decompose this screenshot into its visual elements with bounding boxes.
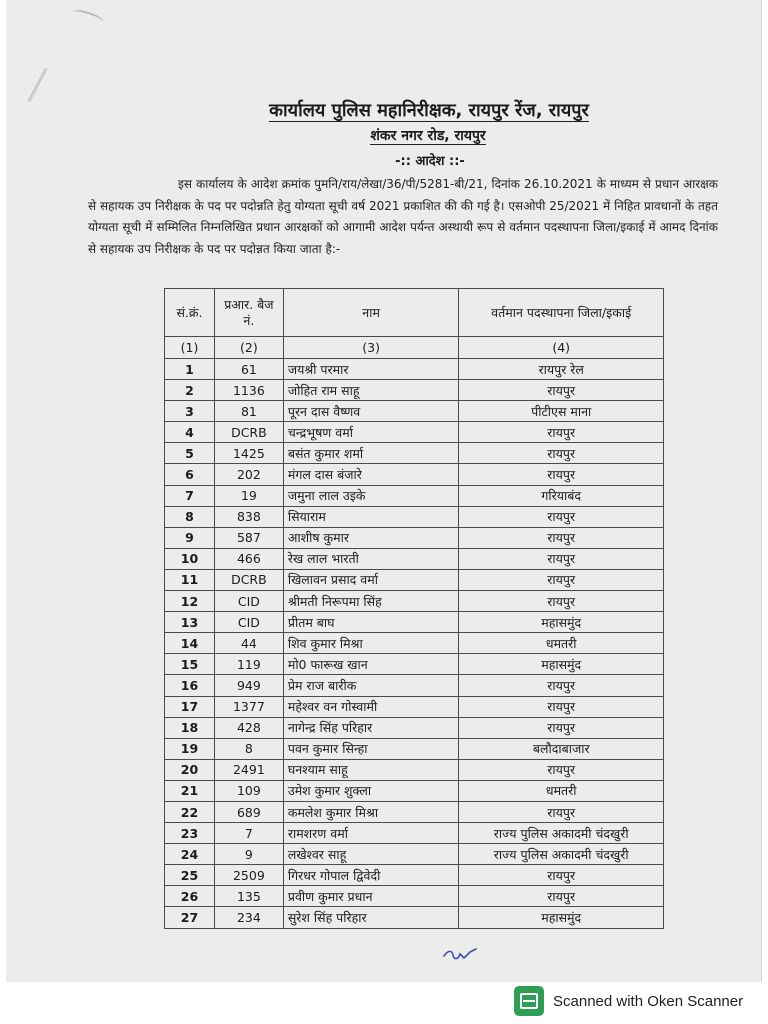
cell-posting: रायपुर [459, 865, 664, 886]
table-row [165, 612, 664, 633]
cell-posting: महासमुंद [459, 907, 664, 928]
cell-name: प्रेम राज बारीक [283, 675, 459, 696]
cell-name: जयश्री परमार [283, 359, 459, 380]
cell-serial: 7 [165, 485, 215, 506]
cell-name: जोहित राम साहू [283, 380, 459, 401]
promotion-table [164, 288, 664, 929]
cell-name: घनश्याम साहू [283, 759, 459, 780]
cell-badge: DCRB [214, 569, 283, 590]
table-row [165, 506, 664, 527]
table-row [165, 464, 664, 485]
cell-name: चन्द्रभूषण वर्मा [283, 422, 459, 443]
cell-serial: 25 [165, 865, 215, 886]
table-row [165, 527, 664, 548]
cell-name: प्रवीण कुमार प्रधान [283, 886, 459, 907]
signature-mark [442, 946, 478, 964]
cell-name: शिव कुमार मिश्रा [283, 633, 459, 654]
table-row [165, 780, 664, 801]
cell-serial: 18 [165, 717, 215, 738]
scanner-credit-text: Scanned with Oken Scanner [553, 992, 744, 1010]
cell-badge: 428 [214, 717, 283, 738]
cell-name: मो0 फारूख खान [283, 654, 459, 675]
cell-badge: 2509 [214, 865, 283, 886]
cell-badge: 1377 [214, 696, 283, 717]
cell-name: बसंत कुमार शर्मा [283, 443, 459, 464]
cell-badge: 19 [214, 485, 283, 506]
cell-name: खिलावन प्रसाद वर्मा [283, 569, 459, 590]
table-row [165, 823, 664, 844]
cell-badge: 1136 [214, 380, 283, 401]
cell-serial: 11 [165, 569, 215, 590]
cell-badge: 109 [214, 780, 283, 801]
table-body [165, 337, 664, 929]
office-title: कार्यालय पुलिस महानिरीक्षक, रायपुर रेंज, रायपुर [269, 100, 589, 121]
cell-badge: 949 [214, 675, 283, 696]
cell-name: उमेश कुमार शुक्ला [283, 780, 459, 801]
cell-serial: 16 [165, 675, 215, 696]
cell-posting: रायपुर [459, 380, 664, 401]
cell-name: पवन कुमार सिन्हा [283, 738, 459, 759]
index-cell: (1) [165, 337, 215, 359]
table-row [165, 844, 664, 865]
table-row [165, 443, 664, 464]
cell-serial: 8 [165, 506, 215, 527]
scan-smudge [71, 7, 105, 26]
table-row [165, 654, 664, 675]
cell-posting: रायपुर [459, 675, 664, 696]
cell-serial: 5 [165, 443, 215, 464]
cell-serial: 14 [165, 633, 215, 654]
cell-badge: 689 [214, 801, 283, 822]
cell-serial: 15 [165, 654, 215, 675]
header-badge: प्रआर. बैज नं. [214, 289, 283, 337]
cell-serial: 20 [165, 759, 215, 780]
cell-posting: रायपुर [459, 548, 664, 569]
cell-serial: 23 [165, 823, 215, 844]
cell-serial: 1 [165, 359, 215, 380]
cell-name: कमलेश कुमार मिश्रा [283, 801, 459, 822]
cell-badge: 2491 [214, 759, 283, 780]
table-row [165, 633, 664, 654]
cell-badge: 119 [214, 654, 283, 675]
table-row [165, 675, 664, 696]
cell-name: गिरधर गोपाल द्विवेदी [283, 865, 459, 886]
cell-name: नागेन्द्र सिंह परिहार [283, 717, 459, 738]
table-row [165, 738, 664, 759]
cell-name: मंगल दास बंजारे [283, 464, 459, 485]
cell-posting: रायपुर [459, 464, 664, 485]
index-cell: (4) [459, 337, 664, 359]
cell-badge: 81 [214, 401, 283, 422]
cell-posting: रायपुर [459, 696, 664, 717]
cell-serial: 10 [165, 548, 215, 569]
table-row [165, 886, 664, 907]
table-row [165, 485, 664, 506]
cell-posting: महासमुंद [459, 612, 664, 633]
cell-posting: रायपुर [459, 591, 664, 612]
cell-name: श्रीमती निरूपमा सिंह [283, 591, 459, 612]
cell-badge: 7 [214, 823, 283, 844]
cell-serial: 6 [165, 464, 215, 485]
cell-serial: 17 [165, 696, 215, 717]
cell-badge: 1425 [214, 443, 283, 464]
cell-posting: रायपुर रेल [459, 359, 664, 380]
index-cell: (2) [214, 337, 283, 359]
cell-name: सुरेश सिंह परिहार [283, 907, 459, 928]
cell-posting: रायपुर [459, 422, 664, 443]
cell-posting: रायपुर [459, 506, 664, 527]
cell-badge: 234 [214, 907, 283, 928]
cell-serial: 3 [165, 401, 215, 422]
header-posting: वर्तमान पदस्थापना जिला/इकाई [459, 289, 664, 337]
table-row [165, 548, 664, 569]
cell-name: महेश्वर वन गोस्वामी [283, 696, 459, 717]
cell-posting: राज्य पुलिस अकादमी चंदखुरी [459, 844, 664, 865]
cell-serial: 21 [165, 780, 215, 801]
table-row [165, 907, 664, 928]
cell-posting: रायपुर [459, 759, 664, 780]
cell-name: आशीष कुमार [283, 527, 459, 548]
cell-name: जमुना लाल उइके [283, 485, 459, 506]
cell-posting: रायपुर [459, 801, 664, 822]
cell-badge: 8 [214, 738, 283, 759]
order-label: -:: आदेश ::- [395, 154, 465, 169]
cell-posting: बलौदाबाजार [459, 738, 664, 759]
cell-serial: 13 [165, 612, 215, 633]
cell-posting: धमतरी [459, 633, 664, 654]
office-address: शंकर नगर रोड, रायपुर [370, 128, 486, 144]
header-serial: सं.क्रं. [165, 289, 215, 337]
table-row [165, 359, 664, 380]
order-body-text: इस कार्यालय के आदेश क्रमांक पुमनि/राय/लेखा/36/पी/5281-बी/21, दिनांक 26.10.2021 के माध्यम से प्रधान आरक्षक से सहायक उप निरीक्षक के पद पर पदोन्नति हेतु योग्यता सूची वर्ष 2021 प्रकाशित की की गई है। एसओपी 25/2021 में निहित प्रावधानों के तहत योग्यता सूची में सम्मिलित निम्नलिखित प्रधान आरक्षकों को आगामी आदेश पर्यन्त अस्थायी रूप से वर्तमान पदस्थापना जिला/इकाई में आमद दिनांक से सहायक उप निरीक्षक के पद पर पदोन्नत किया जाता है:- [88, 177, 718, 256]
cell-badge: 466 [214, 548, 283, 569]
table-header-row [165, 289, 664, 337]
cell-serial: 4 [165, 422, 215, 443]
cell-posting: रायपुर [459, 527, 664, 548]
cell-posting: पीटीएस माना [459, 401, 664, 422]
cell-posting: महासमुंद [459, 654, 664, 675]
table-row [165, 717, 664, 738]
cell-serial: 2 [165, 380, 215, 401]
cell-serial: 9 [165, 527, 215, 548]
table-row [165, 380, 664, 401]
table-row [165, 591, 664, 612]
table-row [165, 759, 664, 780]
cell-posting: रायपुर [459, 569, 664, 590]
table-row [165, 569, 664, 590]
cell-badge: 44 [214, 633, 283, 654]
cell-name: प्रीतम बाघ [283, 612, 459, 633]
cell-badge: 135 [214, 886, 283, 907]
table-row [165, 801, 664, 822]
table-row [165, 401, 664, 422]
cell-badge: CID [214, 591, 283, 612]
scanned-page [6, 0, 762, 982]
cell-name: सियाराम [283, 506, 459, 527]
table-row [165, 865, 664, 886]
cell-posting: धमतरी [459, 780, 664, 801]
scanner-app-icon [514, 986, 544, 1016]
cell-name: रेख लाल भारती [283, 548, 459, 569]
cell-badge: CID [214, 612, 283, 633]
table-row [165, 422, 664, 443]
cell-name: रामशरण वर्मा [283, 823, 459, 844]
cell-badge: 587 [214, 527, 283, 548]
cell-serial: 27 [165, 907, 215, 928]
cell-serial: 19 [165, 738, 215, 759]
cell-badge: 9 [214, 844, 283, 865]
cell-badge: DCRB [214, 422, 283, 443]
cell-badge: 202 [214, 464, 283, 485]
cell-posting: रायपुर [459, 886, 664, 907]
cell-badge: 61 [214, 359, 283, 380]
table-row [165, 696, 664, 717]
cell-serial: 26 [165, 886, 215, 907]
cell-serial: 22 [165, 801, 215, 822]
cell-badge: 838 [214, 506, 283, 527]
cell-posting: राज्य पुलिस अकादमी चंदखुरी [459, 823, 664, 844]
cell-serial: 12 [165, 591, 215, 612]
cell-posting: गरियाबंद [459, 485, 664, 506]
scanner-footer [514, 986, 768, 1016]
column-index-row [165, 337, 664, 359]
cell-posting: रायपुर [459, 717, 664, 738]
header-name: नाम [283, 289, 459, 337]
cell-name: लखेश्वर साहू [283, 844, 459, 865]
cell-posting: रायपुर [459, 443, 664, 464]
index-cell: (3) [283, 337, 459, 359]
cell-name: पूरन दास वैष्णव [283, 401, 459, 422]
cell-serial: 24 [165, 844, 215, 865]
